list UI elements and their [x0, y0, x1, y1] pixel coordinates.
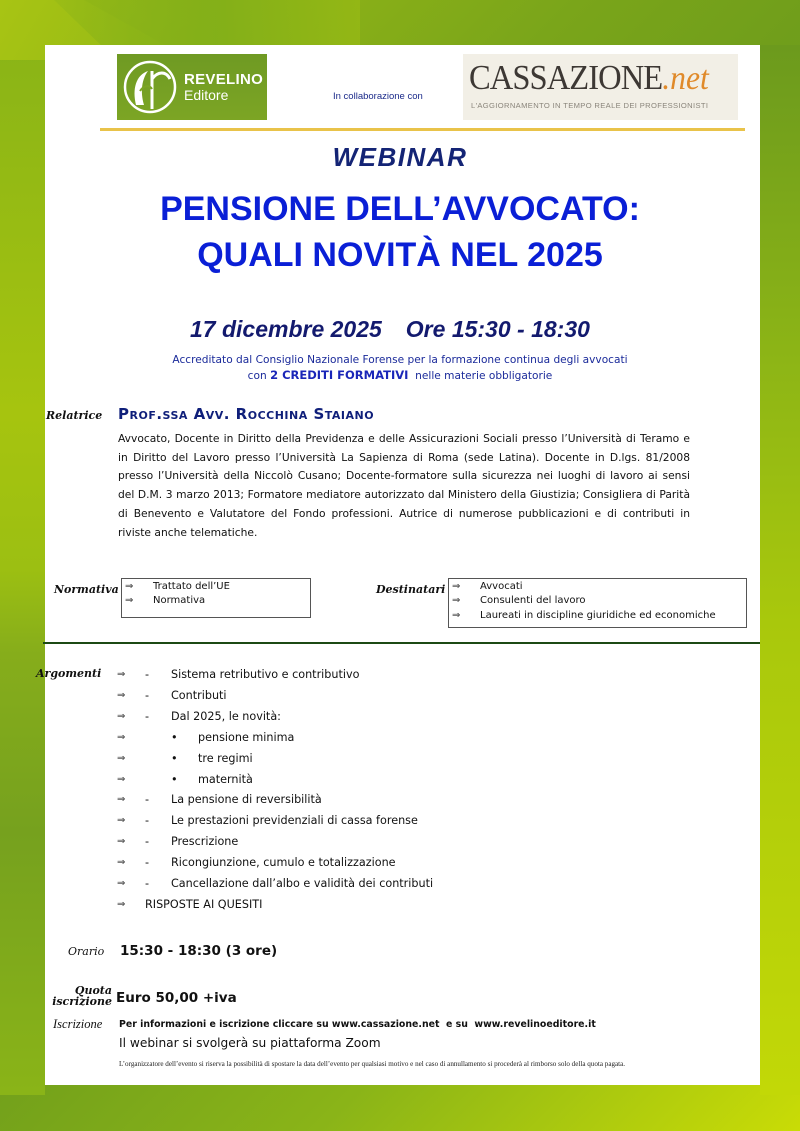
- topic-text: maternità: [198, 772, 253, 786]
- arrow-icon: ⇒: [452, 595, 461, 607]
- topic-text: Le prestazioni previdenziali di cassa forense: [171, 814, 418, 828]
- bullet-icon: •: [171, 772, 178, 786]
- topic-text: Prescrizione: [171, 835, 239, 849]
- arrow-icon: ⇒: [117, 731, 126, 743]
- speaker-name: Prof.ssa Avv. Rocchina Staiano: [118, 405, 375, 423]
- revelino-subtitle: Editore: [184, 86, 229, 103]
- header-divider: [100, 128, 745, 131]
- cassazione-logo: [463, 54, 738, 120]
- topic-item: [117, 793, 677, 809]
- orario-label: Orario: [68, 945, 105, 958]
- event-title: [0, 186, 800, 278]
- normativa-item: [122, 594, 310, 609]
- topic-item: [117, 898, 677, 914]
- arrow-icon: ⇒: [452, 609, 461, 621]
- arrow-icon: ⇒: [452, 580, 461, 592]
- topic-item: [117, 731, 677, 747]
- arrow-icon: ⇒: [117, 752, 126, 764]
- cassazione-net-suffix: .net: [662, 60, 709, 97]
- normativa-item-text: Trattato dell’UE: [153, 580, 230, 592]
- event-title-line1: PENSIONE DELL’AVVOCATO:: [160, 190, 640, 228]
- collaboration-text: In collaborazione con: [333, 91, 423, 102]
- arrow-icon: ⇒: [117, 878, 126, 889]
- event-time: Ore 15:30 - 18:30: [405, 316, 590, 342]
- revelino-emblem-icon: [122, 59, 178, 115]
- dash-marker: -: [145, 835, 150, 849]
- topic-item: [117, 773, 677, 789]
- topic-item: [117, 814, 677, 830]
- dash-marker: -: [145, 856, 150, 870]
- normativa-item-text: Normativa: [153, 595, 206, 607]
- topic-text: Ricongiunzione, cumulo e totalizzazione: [171, 856, 396, 870]
- dash-marker: -: [145, 877, 150, 890]
- arrow-icon: ⇒: [117, 857, 126, 869]
- event-datetime: [190, 316, 590, 343]
- topic-item: [117, 835, 677, 851]
- dash-marker: -: [145, 793, 150, 807]
- destinatari-item: [449, 594, 746, 609]
- accreditation-line1: Accreditato dal Consiglio Nazionale Forense per la formazione continua degli avvocati: [172, 354, 628, 366]
- disclaimer: L’organizzatore dell’evento si riserva la possibilità di spostare la data dell’evento per qualsiasi motivo e nel caso di annullamento si procederà al rimborso solo della quota pagata.: [119, 1060, 626, 1068]
- arrow-icon: ⇒: [117, 710, 126, 722]
- topic-text: tre regimi: [198, 751, 253, 765]
- speaker-label: Relatrice: [46, 409, 103, 422]
- topic-text: pensione minima: [198, 730, 295, 744]
- dash-marker: -: [145, 814, 150, 828]
- arrow-icon: ⇒: [117, 669, 126, 680]
- arrow-icon: ⇒: [117, 773, 126, 785]
- topic-text: Contributi: [171, 688, 227, 702]
- topic-text: Sistema retributivo e contributivo: [171, 668, 360, 681]
- topic-item: [117, 856, 677, 872]
- destinatari-item-text: Consulenti del lavoro: [480, 595, 586, 607]
- cassazione-wordmark: CASSAZIONE.net: [469, 58, 709, 97]
- section-separator: [43, 642, 760, 644]
- revelino-logo: [117, 54, 267, 120]
- topic-item: [117, 752, 677, 768]
- quota-value: Euro 50,00 +iva: [116, 990, 237, 1006]
- credits-badge: 2 CREDITI FORMATIVI: [270, 368, 409, 382]
- destinatari-item: [449, 579, 746, 594]
- platform-note: Il webinar si svolgerà su piattaforma Zoom: [119, 1036, 381, 1050]
- cassazione-link[interactable]: www.cassazione.net: [331, 1019, 440, 1030]
- speaker-bio: Avvocato, Docente in Diritto della Previdenza e delle Assicurazioni Sociali presso l’Università di Teramo e in Diritto del Lavoro presso l’Università La Sapienza di Roma (sede Latina). Docente in D.lgs. 81/2008 presso l’Università della Niccolò Cusano; Docente-formatore sulla sicurezza nei luoghi di lavoro ai sensi del D.M. 3 marzo 2013; Formatore mediatore autorizzato dal Ministero della Giustizia; Consigliera di Parità di Benevento e Valutatore del Fondo professioni. Autrice di numerose pubblicazioni e di contributi in riviste anche telematiche.: [118, 432, 690, 539]
- normativa-item: [122, 579, 310, 594]
- topic-item: [117, 710, 677, 726]
- topic-text: La pensione di reversibilità: [171, 793, 322, 807]
- accreditation-line2: con 2 CREDITI FORMATIVI nelle materie obbligatorie: [247, 368, 553, 382]
- arrow-icon: ⇒: [117, 898, 126, 910]
- destinatari-label: Destinatari: [376, 583, 446, 596]
- normativa-box: [121, 578, 311, 618]
- dash-marker: -: [145, 709, 150, 723]
- orario-value: 15:30 - 18:30 (3 ore): [120, 943, 278, 959]
- argomenti-label: Argomenti: [36, 667, 102, 680]
- normativa-label: Normativa: [54, 583, 119, 596]
- arrow-icon: ⇒: [117, 815, 126, 827]
- topic-text: Cancellazione dall’albo e validità dei contributi: [171, 877, 434, 890]
- arrow-icon: ⇒: [117, 794, 126, 806]
- destinatari-box: [448, 578, 747, 628]
- bullet-icon: •: [171, 730, 178, 744]
- destinatari-item-text: Laureati in discipline giuridiche ed economiche: [480, 609, 716, 621]
- dash-marker: -: [145, 688, 150, 702]
- event-title-line2: QUALI NOVITÀ NEL 2025: [197, 236, 603, 274]
- topic-item: [117, 689, 677, 705]
- registration-info: Per informazioni e iscrizione cliccare su www.cassazione.net e su www.revelinoeditore.it: [119, 1019, 596, 1030]
- event-type: WEBINAR: [332, 142, 468, 172]
- arrow-icon: ⇒: [125, 595, 134, 607]
- accreditation: [0, 353, 800, 384]
- topic-text: RISPOSTE AI QUESITI: [145, 897, 263, 911]
- destinatari-item: [449, 608, 746, 623]
- revelino-title: REVELINO: [184, 70, 264, 88]
- bullet-icon: •: [171, 751, 178, 765]
- topic-item: [117, 877, 677, 893]
- arrow-icon: ⇒: [117, 836, 126, 848]
- cassazione-tagline: L'AGGIORNAMENTO IN TEMPO REALE DEI PROFESSIONISTI: [471, 101, 709, 110]
- iscrizione-label: Iscrizione: [53, 1017, 103, 1031]
- revelino-link[interactable]: www.revelinoeditore.it: [474, 1019, 596, 1030]
- event-date: 17 dicembre 2025: [190, 316, 382, 342]
- arrow-icon: ⇒: [125, 580, 134, 592]
- quota-label: Quota iscrizione: [52, 984, 112, 1008]
- destinatari-item-text: Avvocati: [480, 580, 523, 592]
- topic-text: Dal 2025, le novità:: [171, 709, 281, 723]
- topic-item: [117, 668, 677, 684]
- arrow-icon: ⇒: [117, 689, 126, 701]
- dash-marker: -: [145, 668, 150, 681]
